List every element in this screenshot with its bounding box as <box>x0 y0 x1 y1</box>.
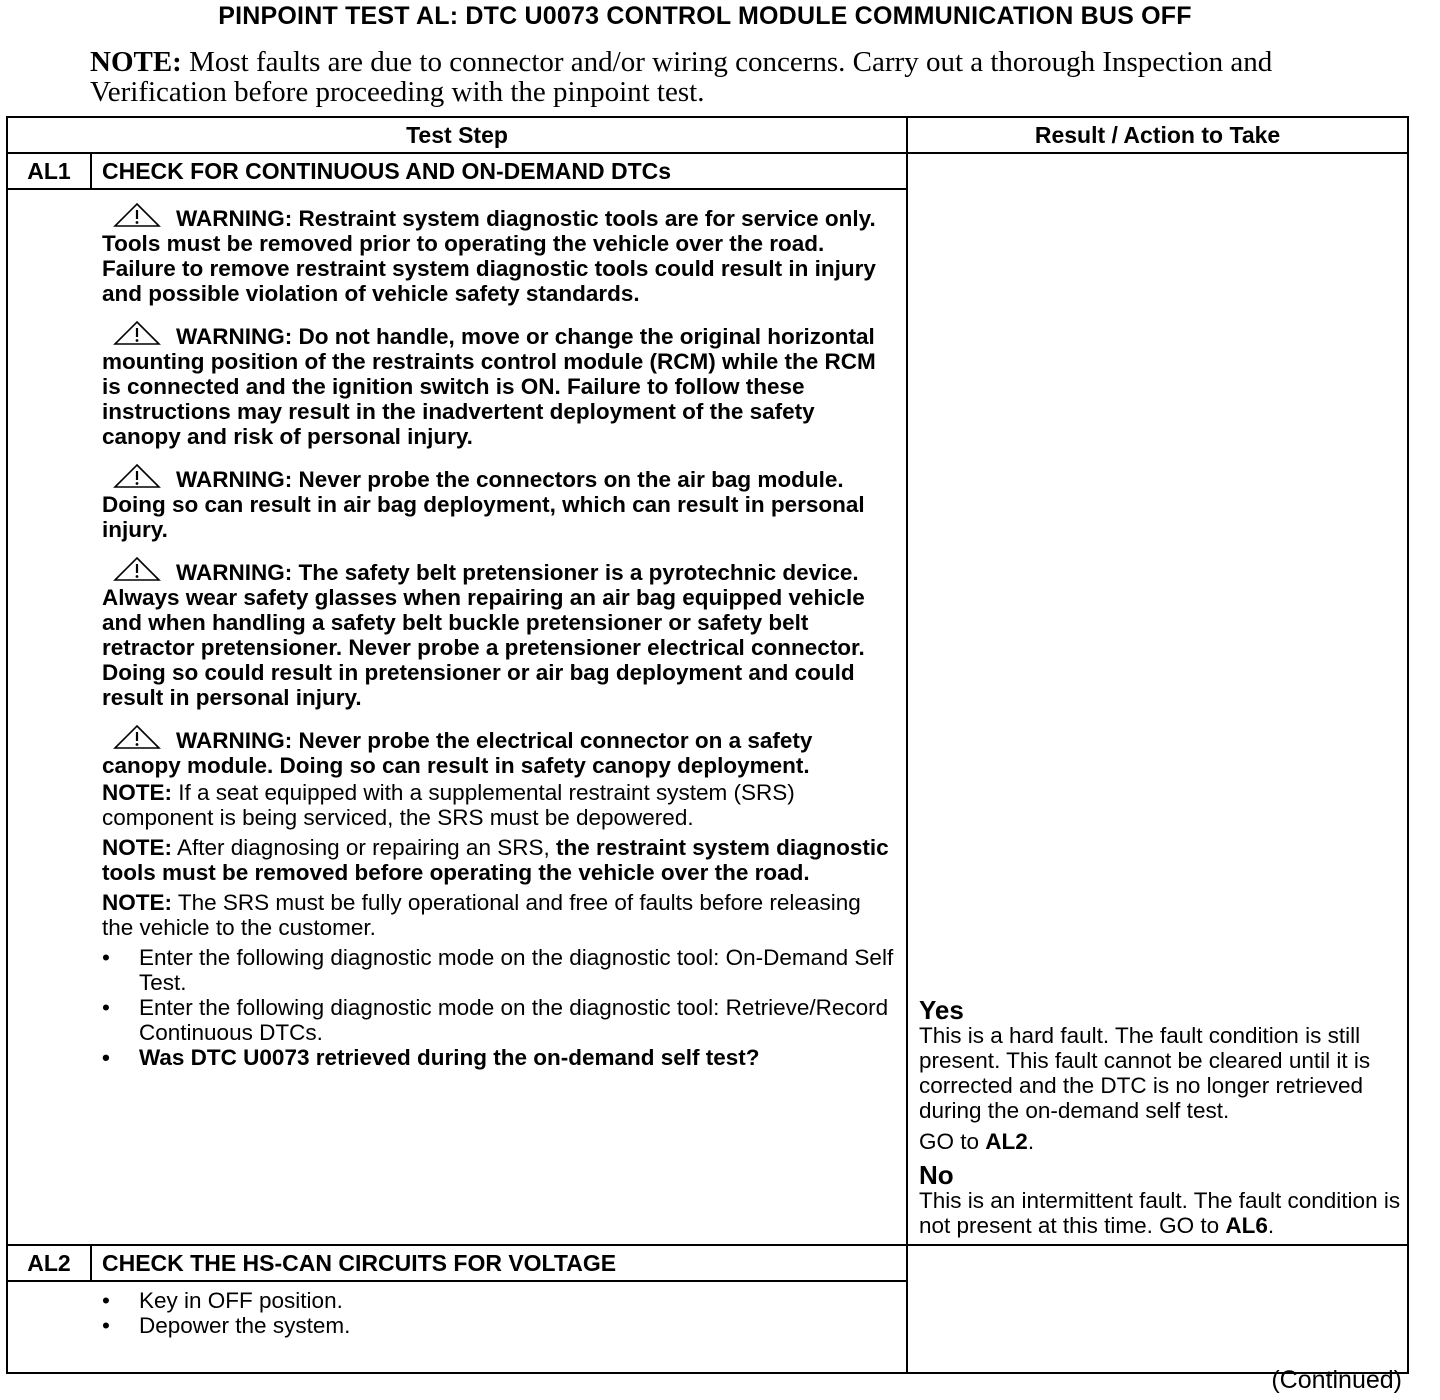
list-item-text: Key in OFF position. <box>139 1288 343 1313</box>
result-yes-goto <box>919 1129 1401 1154</box>
note-label: NOTE: <box>102 890 172 915</box>
top-note <box>90 47 1290 107</box>
bullet-icon: • <box>102 995 110 1020</box>
goto-link-al6[interactable]: AL6 <box>1225 1213 1268 1238</box>
step-id: AL1 <box>7 153 91 189</box>
note-text: The SRS must be fully operational and free of faults before releasing the vehicle to the customer. <box>102 890 861 940</box>
warning-block <box>102 556 896 710</box>
result-text <box>919 997 1401 1238</box>
result-block <box>908 154 1407 1244</box>
top-note-text: Most faults are due to connector and/or wiring concerns. Carry out a thorough Inspection and Verification before proceeding with the pinpoint test. <box>90 46 1273 108</box>
bullet-icon: • <box>102 1313 110 1338</box>
result-cell <box>907 153 1408 1245</box>
note-label: NOTE: <box>102 835 172 860</box>
list-item-text: Enter the following diagnostic mode on the diagnostic tool: On-Demand Self Test. <box>139 945 894 995</box>
result-yes-label: Yes <box>919 995 964 1025</box>
note-bold-text: the restraint system diagnostic tools must be removed before operating the vehicle over the road. <box>102 835 889 885</box>
table-header-row <box>7 117 1408 153</box>
warning-triangle-icon <box>112 724 162 750</box>
result-yes-text: This is a hard fault. The fault condition is still present. This fault cannot be cleared until it is corrected and the DTC is no longer retrieved during the on-demand self test. <box>919 1023 1371 1123</box>
result-cell-empty <box>907 1245 1408 1373</box>
goto-prefix: GO to <box>919 1129 986 1154</box>
list-item <box>102 945 896 995</box>
top-note-label: NOTE: <box>90 46 182 78</box>
note-remove-tools <box>102 835 896 885</box>
header-test-step: Test Step <box>7 117 907 153</box>
list-item <box>102 1313 896 1338</box>
warning-triangle-icon <box>112 463 162 489</box>
page-title: PINPOINT TEST AL: DTC U0073 CONTROL MODULE COMMUNICATION BUS OFF <box>218 2 1192 30</box>
warning-text: WARNING: Never probe the electrical connector on a safety canopy module. Doing so can result in safety canopy deployment. <box>102 728 813 778</box>
step-header-row <box>7 1245 1408 1281</box>
bullet-icon: • <box>102 945 110 970</box>
step-content <box>7 1281 907 1373</box>
step-id: AL2 <box>7 1245 91 1281</box>
note-text: If a seat equipped with a supplemental restraint system (SRS) component is being serviced, the SRS must be depowered. <box>102 780 795 830</box>
warning-block <box>102 724 896 778</box>
list-item-text: Was DTC U0073 retrieved during the on-demand self test? <box>139 1045 760 1070</box>
result-no-text <box>919 1188 1401 1238</box>
step-title: CHECK THE HS-CAN CIRCUITS FOR VOLTAGE <box>91 1245 907 1281</box>
list-item-text: Enter the following diagnostic mode on the diagnostic tool: Retrieve/Record Continuous DTCs. <box>139 995 889 1045</box>
note-srs-depower <box>102 780 896 830</box>
list-item-text: Depower the system. <box>139 1313 351 1338</box>
warning-triangle-icon <box>112 202 162 228</box>
warning-triangle-icon <box>112 320 162 346</box>
warning-text: WARNING: Never probe the connectors on the air bag module. Doing so can result in air bag deployment, which can result in personal injury. <box>102 467 865 542</box>
goto-link-al2[interactable]: AL2 <box>985 1129 1028 1154</box>
note-srs-operational <box>102 890 896 940</box>
continued-label: (Continued) <box>1271 1366 1402 1394</box>
step-header-row <box>7 153 1408 189</box>
warning-block <box>102 202 896 306</box>
bullet-list <box>102 1288 896 1338</box>
note-label: NOTE: <box>102 780 172 805</box>
warning-text: WARNING: The safety belt pretensioner is a pyrotechnic device. Always wear safety glasses when repairing an air bag equipped vehicle and when handling a safety belt buckle pretensioner or safety belt retractor pretensioner. Never probe a pretensioner electrical connector. Doing so could result in pretensioner or air bag deployment and could result in personal injury. <box>102 560 865 710</box>
warning-text: WARNING: Do not handle, move or change the original horizontal mounting position of the restraints control module (RCM) while the RCM is connected and the ignition switch is ON. Failure to follow these instructions may result in the inadvertent deployment of the safety canopy and risk of personal injury. <box>102 324 876 449</box>
warning-block <box>102 463 896 542</box>
pinpoint-table <box>6 116 1409 1374</box>
list-item <box>102 1288 896 1313</box>
result-no-label: No <box>919 1160 954 1190</box>
step-content <box>7 189 907 1245</box>
warning-text: WARNING: Restraint system diagnostic tools are for service only. Tools must be removed prior to operating the vehicle over the road. Failure to remove restraint system diagnostic tools could result in injury and possible violation of vehicle safety standards. <box>102 206 876 306</box>
warning-block <box>102 320 896 449</box>
bullet-list <box>102 945 896 1070</box>
list-item <box>102 1045 896 1070</box>
step-title: CHECK FOR CONTINUOUS AND ON-DEMAND DTCs <box>91 153 907 189</box>
list-item <box>102 995 896 1045</box>
bullet-icon: • <box>102 1045 110 1070</box>
goto-suffix: . <box>1267 1213 1275 1238</box>
result-no-body: This is an intermittent fault. The fault condition is not present at this time. GO to <box>919 1188 1401 1238</box>
note-text: After diagnosing or repairing an SRS, <box>172 835 556 860</box>
header-result: Result / Action to Take <box>907 117 1408 153</box>
bullet-icon: • <box>102 1288 110 1313</box>
warning-triangle-icon <box>112 556 162 582</box>
goto-suffix: . <box>1027 1129 1035 1154</box>
